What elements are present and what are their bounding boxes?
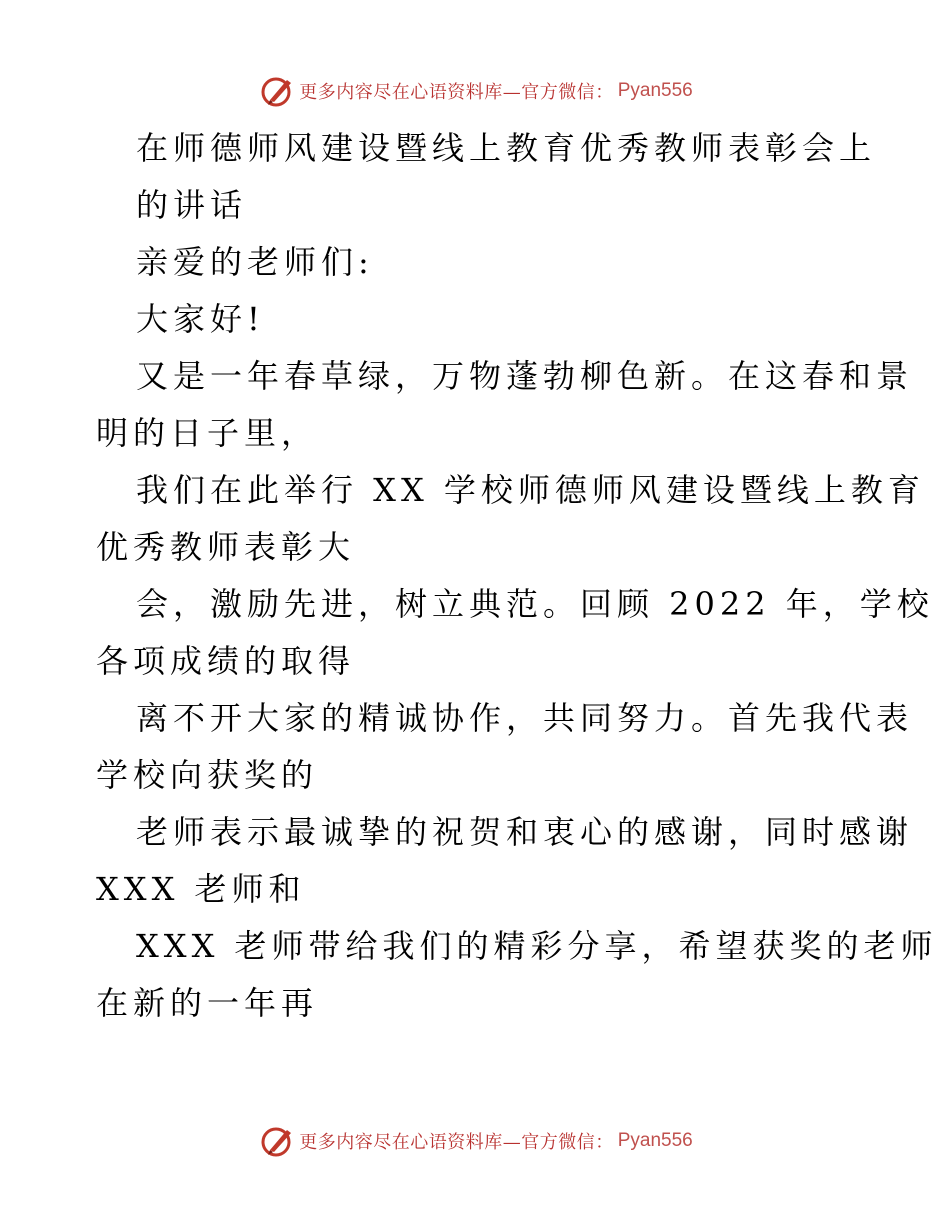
title-line-1: 在师德师风建设暨线上教育优秀教师表彰会上: [136, 129, 877, 167]
paragraph-line: XXX 老师和: [96, 870, 306, 908]
banner-text: 更多内容尽在心语资料库—官方微信：: [299, 82, 614, 103]
paragraph-line: 老师表示最诚挚的祝贺和衷心的感谢，同时感谢: [136, 813, 914, 851]
paragraph-line: 在新的一年再: [96, 984, 319, 1022]
paragraph-line: 我们在此举行 XX 学校师德师风建设暨线上教育: [136, 471, 925, 509]
paragraph-line: 学校向获奖的: [96, 756, 319, 794]
banner-handle: Pyan556: [617, 1130, 693, 1151]
greeting: 大家好!: [136, 300, 265, 338]
banner-handle: Pyan556: [617, 80, 693, 101]
header-banner: [0, 74, 950, 108]
pen-logo-icon: [261, 1124, 295, 1158]
salutation: 亲爱的老师们:: [136, 243, 374, 281]
footer-banner: [0, 1124, 950, 1158]
title-line-2: 的讲话: [136, 186, 248, 224]
pen-logo-icon: [261, 74, 295, 108]
banner-text: 更多内容尽在心语资料库—官方微信：: [299, 1132, 614, 1153]
paragraph-line: XXX 老师带给我们的精彩分享，希望获奖的老师: [136, 927, 938, 965]
document-body: [96, 128, 938, 1040]
paragraph-line: 各项成绩的取得: [96, 642, 356, 680]
paragraph-line: 优秀教师表彰大: [96, 528, 356, 566]
paragraph-line: 明的日子里，: [96, 414, 319, 452]
paragraph-line: 又是一年春草绿，万物蓬勃柳色新。在这春和景: [136, 357, 914, 395]
paragraph-line: 会，激励先进，树立典范。回顾 2022 年，学校: [136, 585, 934, 623]
paragraph-line: 离不开大家的精诚协作，共同努力。首先我代表: [136, 699, 914, 737]
